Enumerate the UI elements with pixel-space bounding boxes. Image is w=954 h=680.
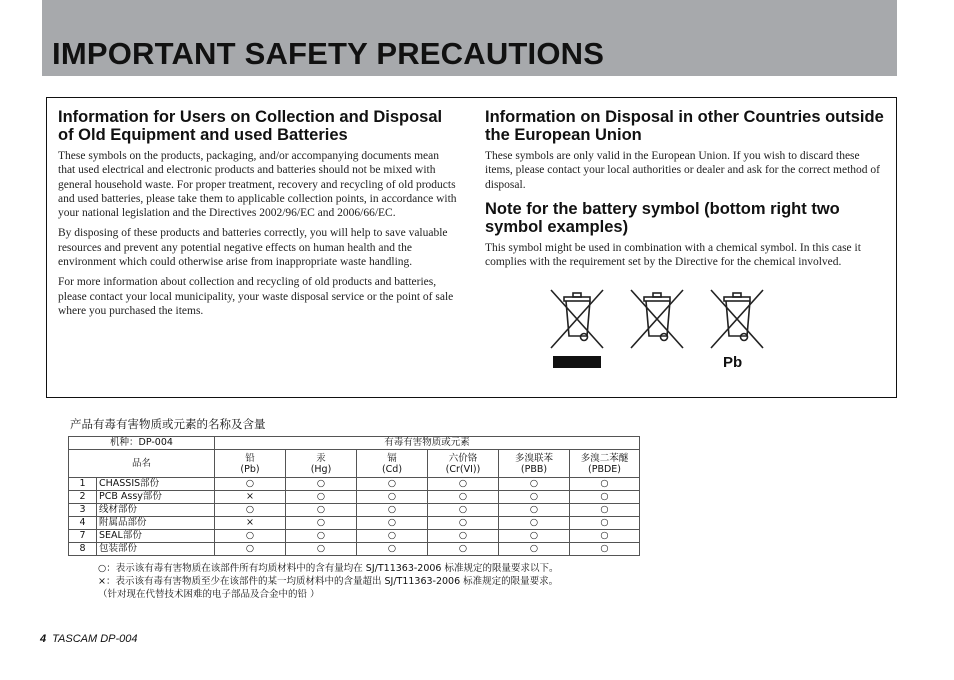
crossed-out-wheelie-bin-icon — [707, 288, 767, 350]
eu-disposal-heading: Information for Users on Collection and Disposal of Old Equipment and used Batteries — [58, 108, 443, 144]
battery-symbol-heading: Note for the battery symbol (bottom right two symbol examples) — [485, 199, 840, 236]
table-row: 4 附属品部份 × ○ ○ ○ ○ ○ — [69, 517, 640, 530]
table-row: 8 包装部份 ○ ○ ○ ○ ○ ○ — [69, 543, 640, 556]
non-eu-disposal-column — [485, 108, 887, 275]
page-title: IMPORTANT SAFETY PRECAUTIONS — [52, 36, 605, 71]
substance-header: 镉 (Cd) — [357, 450, 428, 478]
hazardous-substances-title: 产品有毒有害物质或元素的名称及含量 — [70, 417, 266, 431]
table-row: 2 PCB Assy部份 × ○ ○ ○ ○ ○ — [69, 491, 640, 504]
page-number: 4 — [40, 633, 47, 645]
disposal-info-box — [46, 97, 897, 398]
legend-exemption-note: （针对现在代替技术困难的电子部品及合金中的铅 ） — [98, 589, 320, 600]
table-header-row — [69, 437, 640, 450]
header-band — [42, 0, 897, 76]
substances-group-header: 有毒有害物质或元素 — [215, 437, 640, 450]
substance-header: 铅 (Pb) — [215, 450, 286, 478]
table-row: 3 线材部份 ○ ○ ○ ○ ○ ○ — [69, 504, 640, 517]
hazardous-substances-table — [68, 436, 640, 556]
page-footer — [40, 633, 138, 645]
crossed-out-wheelie-bin-icon — [547, 288, 607, 350]
eu-disposal-paragraph-2: By disposing of these products and batteries correctly, you will help to save valuable resources and prevent any potential negative effects on human health and the environment which could otherwise arise from inappropriate waste handling. — [58, 227, 448, 269]
legend-circle-note: ○：表示该有毒有害物质在该部件所有均质材料中的含有量均在 SJ/T11363-2006 标准规定的限量要求以下。 — [98, 563, 559, 574]
substance-header: 多溴二苯醚 (PBDE) — [570, 450, 640, 478]
eu-disposal-paragraph-3: For more information about collection and recycling of old products and batteries, please contact your local municipality, your waste disposal service or the point of sale where you purchased the items. — [58, 276, 454, 317]
footer-model: TASCAM DP-004 — [52, 633, 138, 645]
non-eu-disposal-heading: Information on Disposal in other Countries outside the European Union — [485, 108, 884, 144]
battery-symbol-paragraph: This symbol might be used in combination with a chemical symbol. In this case it complies with the requirement set by the Directive for the chemical involved. — [485, 241, 861, 269]
disposal-symbols — [547, 288, 807, 378]
substance-names-row — [69, 450, 640, 478]
crossed-out-wheelie-bin-icon — [627, 288, 687, 350]
substance-header: 汞 (Hg) — [286, 450, 357, 478]
table-row: 1 CHASSIS部份 ○ ○ ○ ○ ○ ○ — [69, 478, 640, 491]
battery-bar-mark — [553, 356, 601, 368]
non-eu-disposal-paragraph: These symbols are only valid in the European Union. If you wish to discard these items, please contact your local authorities or dealer and ask for the correct method of disposal. — [485, 150, 880, 191]
substance-header: 六价铬 (Cr(VI)) — [428, 450, 499, 478]
table-row: 7 SEAL部份 ○ ○ ○ ○ ○ ○ — [69, 530, 640, 543]
eu-disposal-column — [58, 108, 458, 324]
substance-header: 多溴联苯 (PBB) — [499, 450, 570, 478]
part-name-header: 品名 — [69, 450, 215, 478]
legend-cross-note: ×：表示该有毒有害物质至少在该部件的某一均质材料中的含量超出 SJ/T11363-2006 标准规定的限量要求。 — [98, 576, 559, 587]
model-cell: 机种：DP-004 — [69, 437, 215, 450]
eu-disposal-paragraph-1: These symbols on the products, packaging, and/or accompanying documents mean that used electrical and electronic products and batteries should not be mixed with general household waste. For proper treatment, recovery and recycling of old products and used batteries, please take them to applicable collection points, in accordance with your national legislation and the Directives 2002/96/EC and 2006/66/EC. — [58, 150, 457, 220]
pb-chemical-symbol: Pb — [723, 354, 743, 371]
table-legend — [98, 562, 559, 601]
